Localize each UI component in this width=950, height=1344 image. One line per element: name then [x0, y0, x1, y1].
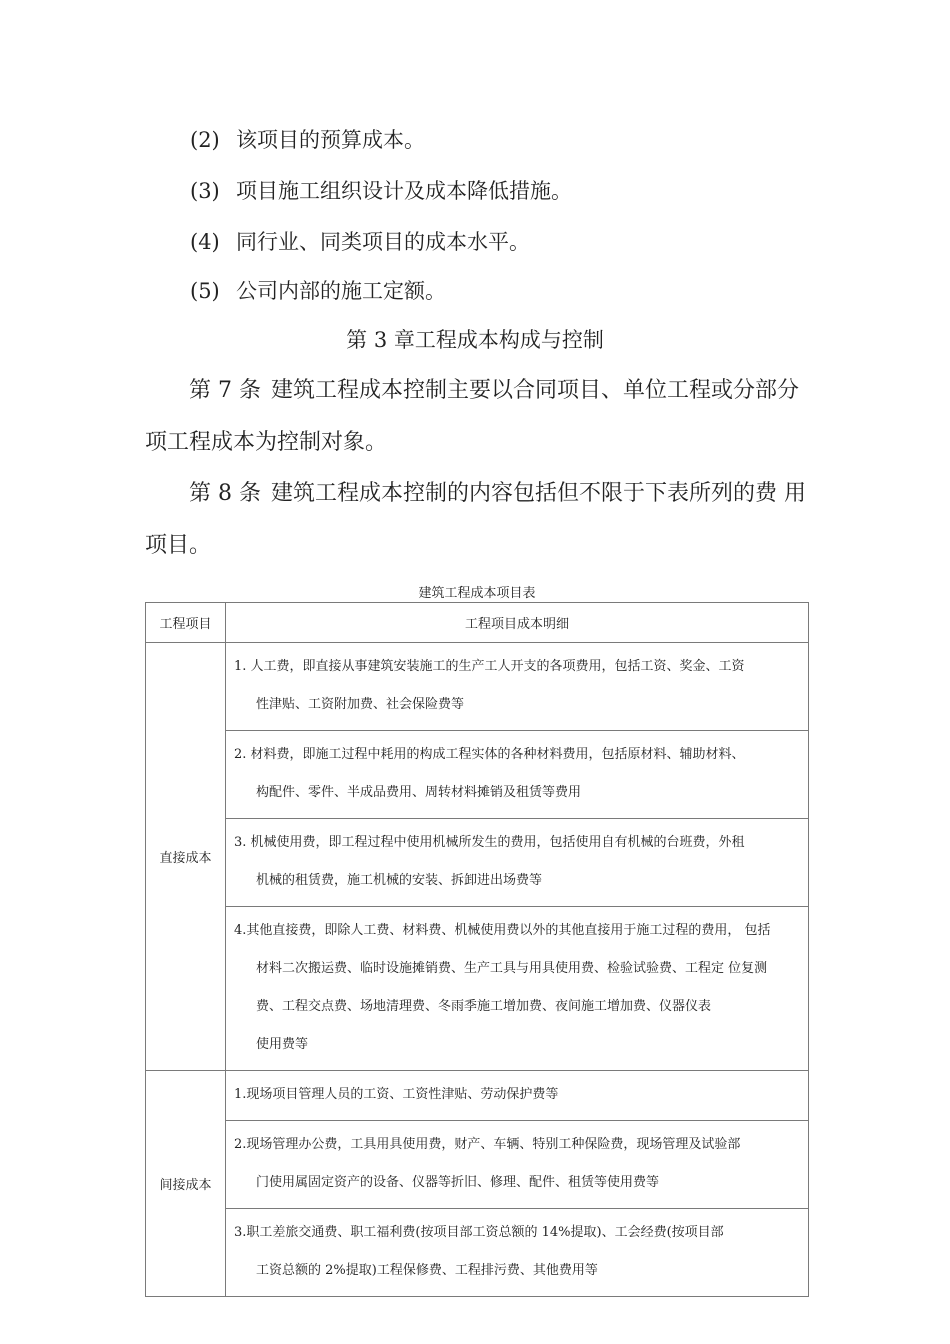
cost-detail-cell: [226, 1071, 809, 1121]
article-paragraph: [145, 365, 820, 469]
header-details: 工程项目成本明细: [226, 603, 809, 643]
detail-line: 工资总额的 2%提取)工程保修费、工程排污费、其他费用等: [256, 1263, 598, 1278]
detail-line: 性津贴、工资附加费、社会保险费等: [256, 697, 465, 712]
list-number: (5): [190, 279, 220, 303]
detail-line: 费、工程交点费、场地清理费、冬雨季施工增加费、夜间施工增加费、仪器仪表: [256, 999, 712, 1014]
detail-line: 门使用属固定资产的设备、仪器等折旧、修理、配件、租赁等使用费等: [256, 1175, 660, 1190]
list-text: 项目施工组织设计及成本降低措施。: [236, 179, 572, 203]
table-header-row: [146, 603, 809, 643]
table-row: [146, 1071, 809, 1121]
cost-detail-cell: [226, 907, 809, 1071]
chapter-title: 第 3 章工程成本构成与控制: [346, 328, 604, 352]
list-number: (3): [190, 179, 220, 203]
article-label: 第 7 条: [189, 378, 261, 403]
list-number: (4): [190, 230, 220, 254]
header-project: 工程项目: [146, 603, 226, 643]
list-text: 同行业、同类项目的成本水平。: [236, 230, 530, 254]
detail-line: 3.职工差旅交通费、职工福利费(按项目部工资总额的 14%提取)、工会经费(按项目部: [234, 1225, 724, 1240]
article-text: 建筑工程成本控制主要以合同项目、单位工程或分部分项工程成本为控制对象。: [145, 378, 799, 455]
table-row: [146, 731, 809, 819]
table-row: [146, 819, 809, 907]
table-caption: 建筑工程成本项目表: [418, 586, 536, 601]
detail-line: 机械的租赁费，施工机械的安装、拆卸进出场费等: [256, 873, 543, 888]
table-row: [146, 1121, 809, 1209]
category-indirect-cost: 间接成本: [146, 1071, 226, 1297]
cost-detail-cell: [226, 1121, 809, 1209]
article-text: 建筑工程成本控制的内容包括但不限于下表所列的费 用项目。: [145, 481, 806, 558]
detail-line: 1. 人工费，即直接从事建筑安装施工的生产工人开支的各项费用，包括工资、奖金、工资: [234, 659, 745, 674]
table-row: [146, 1209, 809, 1297]
detail-line: 2. 材料费，即施工过程中耗用的构成工程实体的各种材料费用，包括原材料、辅助材料、: [234, 747, 745, 762]
table-row: [146, 907, 809, 1071]
cost-items-table: [145, 602, 809, 1297]
cost-detail-cell: [226, 1209, 809, 1297]
detail-line: 使用费等: [256, 1037, 309, 1052]
cost-detail-cell: [226, 731, 809, 819]
article-label: 第 8 条: [189, 481, 261, 506]
list-number: (2): [190, 128, 220, 152]
detail-line: 3. 机械使用费，即工程过程中使用机械所发生的费用，包括使用自有机械的台班费，外租: [234, 835, 745, 850]
category-direct-cost: 直接成本: [146, 643, 226, 1071]
list-item: [190, 125, 425, 155]
list-text: 该项目的预算成本。: [236, 128, 425, 152]
list-item: [190, 176, 572, 206]
table-row: [146, 643, 809, 731]
article-paragraph: [145, 468, 820, 572]
detail-line: 构配件、零件、半成品费用、周转材料摊销及租赁等费用: [256, 785, 582, 800]
list-item: [190, 227, 530, 257]
list-text: 公司内部的施工定额。: [236, 279, 446, 303]
detail-line: 2.现场管理办公费，工具用具使用费，财产、车辆、特别工种保险费，现场管理及试验部: [234, 1137, 741, 1152]
list-item: [190, 276, 446, 306]
cost-detail-cell: [226, 819, 809, 907]
detail-line: 4.其他直接费，即除人工费、材料费、机械使用费以外的其他直接用于施工过程的费用， 包括: [234, 923, 771, 938]
detail-line: 1.现场项目管理人员的工资、工资性津贴、劳动保护费等: [234, 1087, 559, 1102]
detail-line: 材料二次搬运费、临时设施摊销费、生产工具与用具使用费、检验试验费、工程定 位复测: [256, 961, 768, 976]
cost-detail-cell: [226, 643, 809, 731]
